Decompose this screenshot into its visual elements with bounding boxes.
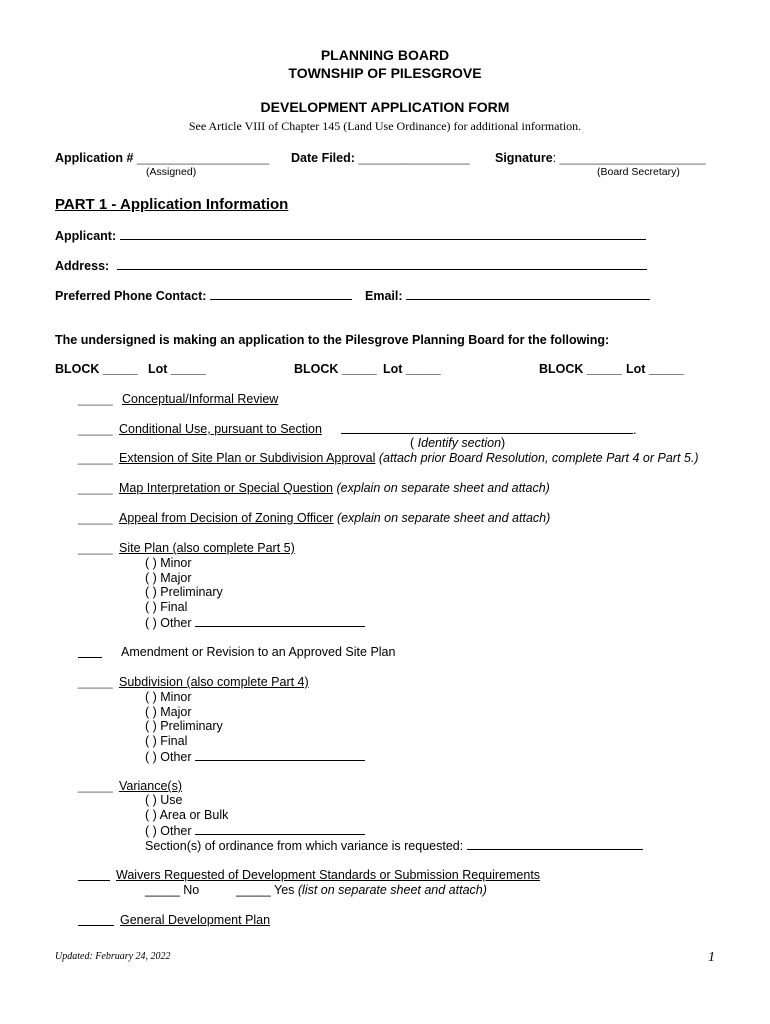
phone-label: Preferred Phone Contact: (55, 289, 207, 303)
appeal-label: Appeal from Decision of Zoning Officer (119, 511, 334, 525)
site-plan-minor[interactable]: ( ) Minor (145, 556, 192, 570)
phone-field[interactable] (55, 288, 352, 303)
address-field[interactable] (55, 258, 647, 273)
block-1[interactable]: BLOCK _____ (55, 362, 138, 376)
block-2[interactable]: BLOCK _____ (294, 362, 377, 376)
phone-line[interactable] (210, 288, 352, 300)
applicant-field[interactable] (55, 228, 646, 243)
lot-1[interactable]: Lot _____ (148, 362, 206, 376)
variance-section-label: Section(s) of ordinance from which variance is requested: (145, 839, 464, 853)
waivers-yes: _____ Yes (236, 883, 295, 897)
variance-other[interactable] (145, 823, 365, 838)
extension-blank[interactable]: _____ (78, 451, 113, 465)
application-number-blank: ___________________ (136, 151, 270, 165)
waivers-yes-option[interactable] (236, 883, 487, 897)
extension-label: Extension of Site Plan or Subdivision Approval (119, 451, 376, 465)
site-plan-other-label: ( ) Other (145, 616, 192, 630)
subdivision-other[interactable] (145, 749, 365, 764)
lot-2[interactable]: Lot _____ (383, 362, 441, 376)
board-secretary-note: (Board Secretary) (597, 166, 680, 178)
subdivision-blank[interactable]: _____ (78, 675, 113, 689)
waivers-blank-field[interactable] (78, 869, 110, 884)
gdp-label: General Development Plan (120, 913, 271, 927)
block-3[interactable]: BLOCK _____ (539, 362, 622, 376)
site-plan-other-line[interactable] (195, 615, 365, 627)
variance-section-field[interactable] (145, 838, 643, 853)
map-label: Map Interpretation or Special Question (119, 481, 334, 495)
page-number: 1 (708, 950, 715, 965)
footer-updated: Updated: February 24, 2022 (55, 951, 171, 962)
conceptual-label: Conceptual/Informal Review (122, 392, 279, 406)
subdivision-other-line[interactable] (195, 749, 365, 761)
amendment-label: Amendment or Revision to an Approved Site Plan (121, 645, 396, 659)
variance-other-label: ( ) Other (145, 824, 192, 838)
site-plan-label: Site Plan (also complete Part 5) (119, 541, 295, 555)
signature-field[interactable] (495, 151, 706, 165)
map-note: (explain on separate sheet and attach) (336, 481, 550, 495)
signature-blank: _____________________ (559, 151, 706, 165)
extension-note: (attach prior Board Resolution, complete Part 4 or Part 5.) (378, 451, 699, 465)
address-line[interactable] (117, 258, 647, 270)
variance-area-bulk[interactable]: ( ) Area or Bulk (145, 808, 229, 822)
amendment-blank-field[interactable] (78, 646, 102, 661)
header-line-1: PLANNING BOARD (320, 47, 450, 63)
waivers-blank[interactable] (78, 869, 110, 881)
identify-section-close: ) (501, 436, 506, 450)
identify-section-text: Identify section (417, 436, 502, 450)
applicant-line[interactable] (120, 228, 646, 240)
date-filed-field[interactable] (291, 151, 470, 165)
extension-option (119, 451, 698, 465)
variance-blank[interactable]: _____ (78, 779, 113, 793)
email-label: Email: (365, 289, 403, 303)
amendment-blank[interactable] (78, 646, 102, 658)
form-subtitle: See Article VIII of Chapter 145 (Land Use Ordinance) for additional information. (188, 119, 582, 133)
date-filed-blank: ________________ (358, 151, 470, 165)
date-filed-label: Date Filed: (291, 151, 355, 165)
variance-use[interactable]: ( ) Use (145, 793, 183, 807)
site-plan-major[interactable]: ( ) Major (145, 571, 192, 585)
conditional-use-section-field[interactable] (341, 422, 636, 437)
header-line-2: TOWNSHIP OF PILESGROVE (288, 65, 482, 81)
map-blank[interactable]: _____ (78, 481, 113, 495)
conditional-use-section-line[interactable] (341, 422, 633, 434)
subdivision-label: Subdivision (also complete Part 4) (119, 675, 309, 689)
email-field[interactable] (365, 288, 650, 303)
variance-label: Variance(s) (119, 779, 182, 793)
variance-section-line[interactable] (467, 838, 643, 850)
identify-section-note (410, 436, 505, 450)
conditional-use-period: . (633, 423, 637, 437)
waivers-no[interactable]: _____ No (145, 883, 200, 897)
signature-colon: : (552, 151, 557, 165)
subdivision-minor[interactable]: ( ) Minor (145, 690, 192, 704)
signature-label: Signature (495, 151, 553, 165)
gdp-blank-field[interactable] (78, 914, 114, 929)
site-plan-final[interactable]: ( ) Final (145, 600, 188, 614)
appeal-option (119, 511, 550, 525)
identify-section-open: ( (410, 436, 418, 450)
subdivision-other-label: ( ) Other (145, 750, 192, 764)
address-label: Address: (55, 259, 110, 273)
assigned-note: (Assigned) (146, 166, 197, 178)
variance-other-line[interactable] (195, 823, 365, 835)
subdivision-major[interactable]: ( ) Major (145, 705, 192, 719)
map-option (119, 481, 550, 495)
application-number-field[interactable] (55, 151, 269, 165)
appeal-blank[interactable]: _____ (78, 511, 113, 525)
gdp-blank[interactable] (78, 914, 114, 926)
part1-heading: PART 1 - Application Information (55, 196, 289, 213)
conditional-use-blank[interactable]: _____ (78, 422, 113, 436)
lot-3[interactable]: Lot _____ (626, 362, 684, 376)
waivers-note: (list on separate sheet and attach) (297, 883, 487, 897)
site-plan-blank[interactable]: _____ (78, 541, 113, 555)
email-line[interactable] (406, 288, 650, 300)
intro-statement: The undersigned is making an application to the Pilesgrove Planning Board for the following: (55, 333, 610, 347)
site-plan-preliminary[interactable]: ( ) Preliminary (145, 585, 223, 599)
site-plan-other[interactable] (145, 615, 365, 630)
subdivision-final[interactable]: ( ) Final (145, 734, 188, 748)
applicant-label: Applicant: (55, 229, 117, 243)
subdivision-preliminary[interactable]: ( ) Preliminary (145, 719, 223, 733)
application-number-label: Application # (55, 151, 134, 165)
conditional-use-label: Conditional Use, pursuant to Section (119, 422, 322, 436)
conceptual-blank[interactable]: _____ (78, 392, 113, 406)
form-title: DEVELOPMENT APPLICATION FORM (260, 99, 510, 115)
appeal-note: (explain on separate sheet and attach) (336, 511, 551, 525)
waivers-label: Waivers Requested of Development Standards or Submission Requirements (116, 868, 541, 882)
